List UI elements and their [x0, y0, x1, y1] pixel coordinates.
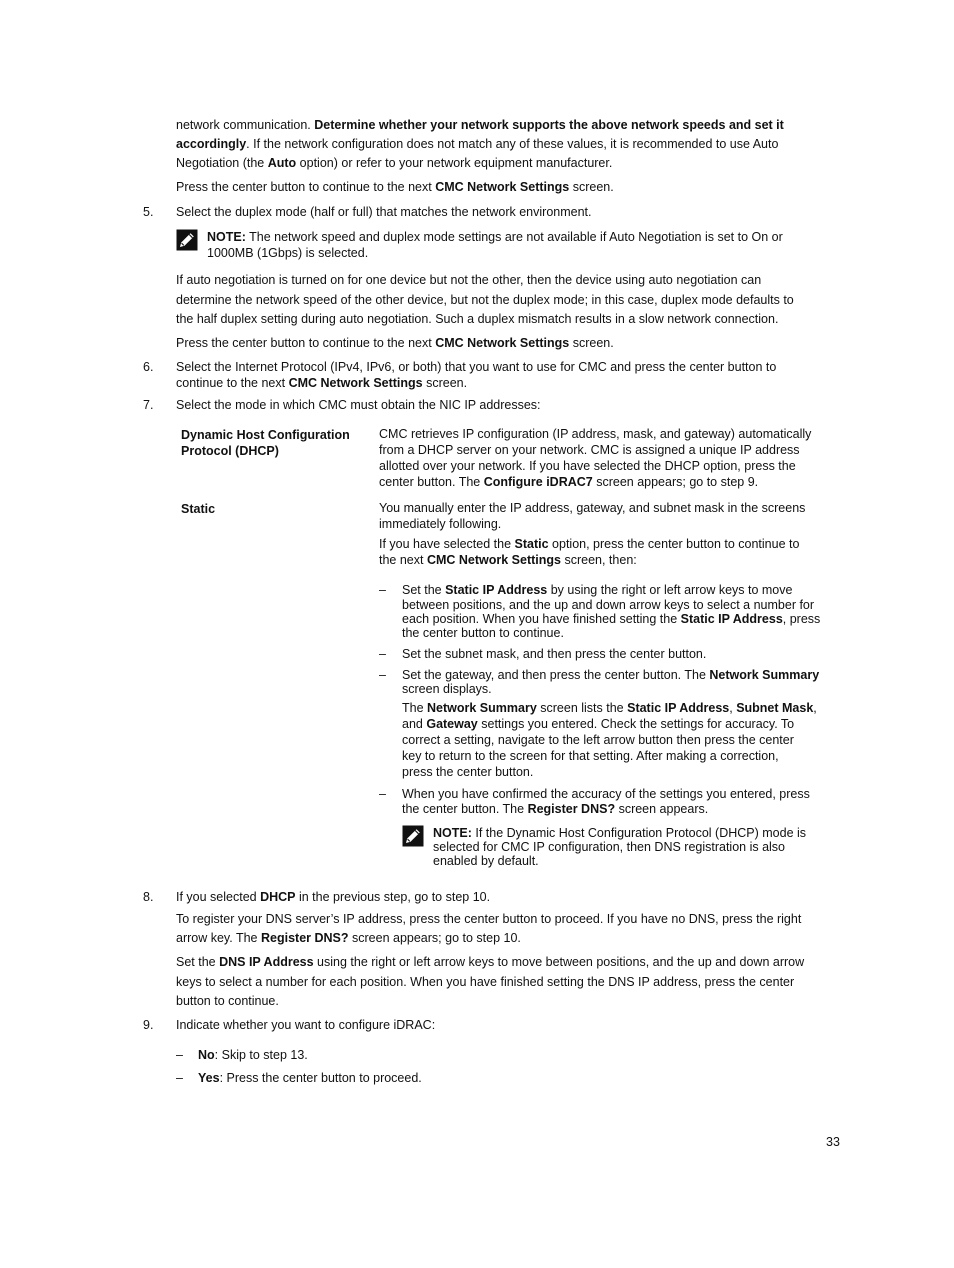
static-sub-1-line-3: each position. When you have finished setting the Static IP Address, press — [402, 612, 821, 626]
intro-press-center: Press the center button to continue to the next CMC Network Settings screen. — [176, 180, 614, 194]
step-8-para-2-line-1: To register your DNS server’s IP address, press the center button to proceed. If you have no DNS, press the right — [176, 912, 802, 926]
dhcp-term-line-2: Protocol (DHCP) — [181, 444, 279, 458]
intro-line-3: Negotiation (the Auto option) or refer to your network equipment manufacturer. — [176, 156, 613, 170]
step-8-number: 8. — [143, 890, 154, 904]
static-sub-1-line-1: Set the Static IP Address by using the right or left arrow keys to move — [402, 583, 793, 597]
static-sub-dash-4: – — [379, 787, 386, 801]
network-summary-para-line-5: press the center button. — [402, 765, 534, 779]
static-sub-2: Set the subnet mask, and then press the center button. — [402, 647, 707, 661]
step-5-number: 5. — [143, 205, 154, 219]
intro-line-2: accordingly. If the network configuration does not match any of these values, it is recommended to use Auto — [176, 137, 779, 151]
step-5-note-line-1: NOTE: The network speed and duplex mode settings are not available if Auto Negotiation is set to On or — [207, 230, 783, 244]
static-sub-dash-3: – — [379, 668, 386, 682]
network-summary-para-line-4: key to return to the screen for that setting. After making a correction, — [402, 749, 779, 763]
step-6-number: 6. — [143, 360, 154, 374]
static-sub-dash-1: – — [379, 583, 386, 597]
static-term: Static — [181, 502, 216, 516]
static-desc-line-1: You manually enter the IP address, gateway, and subnet mask in the screens — [379, 501, 806, 515]
intro-line-1: network communication. Determine whether your network supports the above network speeds and set it — [176, 118, 784, 132]
static-desc-line-2: immediately following. — [379, 517, 502, 531]
dhcp-note-line-2: selected for CMC IP configuration, then DNS registration is also — [433, 840, 786, 854]
step-5-para-line-2: determine the network speed of the other device, but not the duplex mode; in this case, duplex mode defaults to — [176, 293, 794, 307]
static-desc-line-3: If you have selected the Static option, press the center button to continue to — [379, 537, 800, 551]
note-pencil-icon — [176, 229, 198, 251]
network-summary-para-line-3: correct a setting, navigate to the left arrow button then press the center — [402, 733, 794, 747]
step-6-line-2: continue to the next CMC Network Settings screen. — [176, 376, 468, 390]
network-summary-para-line-2: and Gateway settings you entered. Check the settings for accuracy. To — [402, 717, 795, 731]
step-9-dash-yes: – — [176, 1071, 183, 1085]
note-pencil-icon — [402, 825, 424, 847]
step-9-number: 9. — [143, 1018, 154, 1032]
network-summary-para-line-1: The Network Summary screen lists the Static IP Address, Subnet Mask, — [402, 701, 817, 715]
step-5-para-line-3: the half duplex setting during auto negotiation. Such a duplex mismatch results in a slow network connection. — [176, 312, 779, 326]
step-8-line-1: If you selected DHCP in the previous step, go to step 10. — [176, 890, 491, 904]
step-8-para-3-line-1: Set the DNS IP Address using the right or left arrow keys to move between positions, and the up and down arrow — [176, 955, 805, 969]
static-sub-4-line-1: When you have confirmed the accuracy of the settings you entered, press — [402, 787, 810, 801]
page-number: 33 — [826, 1135, 840, 1149]
static-sub-1-line-4: the center button to continue. — [402, 626, 564, 640]
dhcp-desc-line-2: from a DHCP server on your network. CMC is assigned a unique IP address — [379, 443, 800, 457]
step-9-dash-no: – — [176, 1048, 183, 1062]
step-9-text: Indicate whether you want to configure iDRAC: — [176, 1018, 436, 1032]
static-sub-3-line-1: Set the gateway, and then press the center button. The Network Summary — [402, 668, 820, 682]
static-desc-line-4: the next CMC Network Settings screen, then: — [379, 553, 637, 567]
dhcp-desc-line-3: allotted over your network. If you have selected the DHCP option, press the — [379, 459, 796, 473]
step-8-para-3-line-2: keys to select a number for each position. When you have finished setting the DNS IP address, press the center — [176, 975, 795, 989]
dhcp-term-line-1: Dynamic Host Configuration — [181, 428, 350, 442]
step-8-para-3-line-3: button to continue. — [176, 994, 279, 1008]
step-7-text: Select the mode in which CMC must obtain the NIC IP addresses: — [176, 398, 541, 412]
step-7-number: 7. — [143, 398, 154, 412]
step-5-press-center: Press the center button to continue to the next CMC Network Settings screen. — [176, 336, 614, 350]
static-sub-3-line-2: screen displays. — [402, 682, 492, 696]
dhcp-note-line-3: enabled by default. — [433, 854, 539, 868]
static-sub-dash-2: – — [379, 647, 386, 661]
step-5-para-line-1: If auto negotiation is turned on for one device but not the other, then the device using auto negotiation can — [176, 273, 762, 287]
step-5-text: Select the duplex mode (half or full) that matches the network environment. — [176, 205, 592, 219]
step-8-para-2-line-2: arrow key. The Register DNS? screen appears; go to step 10. — [176, 931, 521, 945]
step-9-option-no: No: Skip to step 13. — [198, 1048, 308, 1062]
static-sub-4-line-2: the center button. The Register DNS? screen appears. — [402, 802, 709, 816]
step-9-option-yes: Yes: Press the center button to proceed. — [198, 1071, 422, 1085]
step-5-note-line-2: 1000MB (1Gbps) is selected. — [207, 246, 369, 260]
dhcp-desc-line-1: CMC retrieves IP configuration (IP address, mask, and gateway) automatically — [379, 427, 812, 441]
static-sub-1-line-2: between positions, and the up and down arrow keys to select a number for — [402, 598, 815, 612]
step-6-line-1: Select the Internet Protocol (IPv4, IPv6, or both) that you want to use for CMC and press the center button to — [176, 360, 777, 374]
dhcp-note-line-1: NOTE: If the Dynamic Host Configuration Protocol (DHCP) mode is — [433, 826, 807, 840]
dhcp-desc-line-4: center button. The Configure iDRAC7 screen appears; go to step 9. — [379, 475, 759, 489]
